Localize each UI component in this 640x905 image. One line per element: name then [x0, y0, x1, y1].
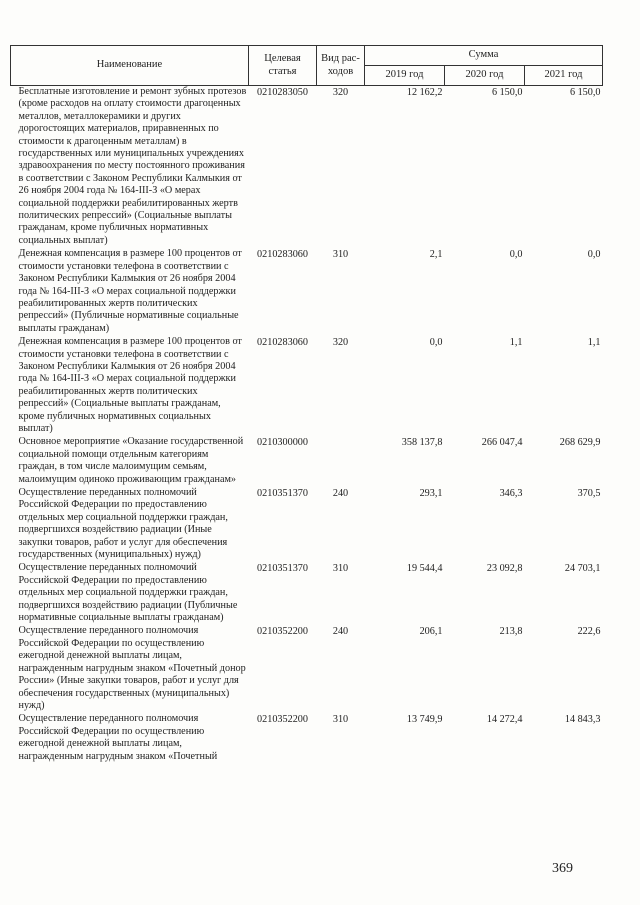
header-year-2020: 2020 год [445, 66, 525, 86]
row-value-2019: 206,1 [419, 626, 443, 638]
row-code: 0210283060 [257, 337, 308, 349]
table-row [11, 625, 603, 713]
row-value-2019: 358 137,8 [401, 437, 443, 449]
row-value-2020: 346,3 [499, 488, 523, 499]
row-vid: 320 [332, 337, 349, 349]
row-name: Осуществление переданного полномочия Российской Федерации по осуществлению ежегодной денежной выплаты лицам, награжденным нагрудным знаком «Почетный [18, 713, 218, 762]
row-value-2019: 13 749,9 [406, 714, 443, 726]
budget-table-page [10, 45, 602, 764]
row-value-2019: 19 544,4 [406, 563, 443, 575]
row-value-2021: 268 629,9 [559, 437, 601, 449]
page-number: 369 [552, 861, 573, 876]
row-vid: 320 [332, 87, 349, 98]
row-code: 0210351370 [257, 563, 308, 575]
row-vid [317, 436, 365, 487]
header-year-2021: 2021 год [525, 66, 603, 86]
row-value-2021: 14 843,3 [564, 714, 601, 726]
row-code: 0210300000 [257, 437, 308, 449]
header-sum: Сумма [365, 46, 603, 66]
row-value-2020: 14 272,4 [486, 714, 523, 726]
row-name: Осуществление переданных полномочий Российской Федерации по предоставлению отдельных мер социальной поддержки граждан, подвергшихся воздействию радиации (Публичные нормативные социальные выплаты гражданам) [18, 562, 238, 624]
table-row [11, 86, 603, 249]
header-name: Наименование [11, 46, 249, 86]
table-row [11, 248, 603, 336]
table-row [11, 487, 603, 562]
row-name: Бесплатные изготовление и ремонт зубных протезов (кроме расходов на оплату стоимости драгоценных металлов, металлокерамики и других дорогостоящих материалов, приравненных по стоимости к драгоценным металлам) в государственных или муниципальных учреждениях здравоохранения по месту постоянного проживания в соответствии с Законом Республики Калмыкия от 26 ноября 2004 года № 164-III-З «О мерах социальной поддержки реабилитированных жертв политических репрессий» (Социальные выплаты гражданам, кроме публичных нормативных социальных выплат) [18, 86, 247, 246]
row-vid: 310 [332, 249, 349, 261]
row-value-2021: 24 703,1 [564, 563, 601, 575]
row-vid: 310 [332, 714, 349, 726]
row-value-2019: 0,0 [429, 337, 443, 349]
row-code: 0210351370 [257, 488, 308, 499]
row-value-2021: 0,0 [587, 249, 601, 261]
table-row [11, 336, 603, 436]
row-name: Основное мероприятие «Оказание государственной социальной помощи отдельным категориям граждан, в том числе малоимущим семьям, малоимущим одиноко проживающим гражданам» [18, 436, 244, 485]
row-vid: 310 [332, 563, 349, 575]
row-value-2020: 6 150,0 [491, 87, 523, 98]
header-code: Целевая статья [249, 46, 317, 86]
table-row [11, 562, 603, 625]
row-code: 0210352200 [257, 626, 308, 638]
table-row [11, 436, 603, 487]
row-value-2020: 0,0 [509, 249, 523, 261]
row-code: 0210352200 [257, 714, 308, 726]
row-value-2021: 222,6 [577, 626, 601, 638]
row-value-2020: 213,8 [499, 626, 523, 638]
row-name: Денежная компенсация в размере 100 процентов от стоимости установки телефона в соответствии с Законом Республики Калмыкия от 26 ноября 2004 года № 164-III-З «О мерах социальной поддержки реабилитированных жертв политических репрессий» (Социальные выплаты гражданам, кроме публичных нормативных социальных выплат) [18, 336, 242, 434]
row-code: 0210283050 [257, 87, 308, 98]
row-value-2019: 2,1 [429, 249, 443, 261]
row-value-2019: 12 162,2 [406, 87, 443, 98]
row-vid: 240 [332, 626, 349, 638]
row-name: Осуществление переданного полномочия Российской Федерации по осуществлению ежегодной денежной выплаты лицам, награжденным нагрудным знаком «Почетный донор России» (Иные закупки товаров, работ и услуг для обеспечения государственных (муниципальных) нужд) [18, 625, 246, 711]
row-code: 0210283060 [257, 249, 308, 261]
header-vid: Вид рас-ходов [317, 46, 365, 86]
row-name: Денежная компенсация в размере 100 процентов от стоимости установки телефона в соответствии с Законом Республики Калмыкия от 26 ноября 2004 года № 164-III-З «О мерах социальной поддержки реабилитированных жертв политических репрессий» (Публичные нормативные социальные выплаты гражданам) [18, 248, 242, 334]
budget-table [10, 45, 603, 764]
row-value-2020: 1,1 [509, 337, 523, 349]
row-value-2020: 23 092,8 [486, 563, 523, 575]
row-name: Осуществление переданных полномочий Российской Федерации по предоставлению отдельных мер социальной поддержки граждан, подвергшихся воздействию радиации (Иные закупки товаров, работ и услуг для обеспечения государственных (муниципальных) нужд) [18, 487, 228, 561]
row-value-2020: 266 047,4 [481, 437, 523, 449]
row-value-2021: 370,5 [577, 488, 601, 499]
table-row [11, 713, 603, 764]
header-year-2019: 2019 год [365, 66, 445, 86]
row-value-2019: 293,1 [419, 488, 443, 499]
row-value-2021: 1,1 [587, 337, 601, 349]
row-value-2021: 6 150,0 [569, 87, 601, 98]
row-vid: 240 [332, 488, 349, 499]
